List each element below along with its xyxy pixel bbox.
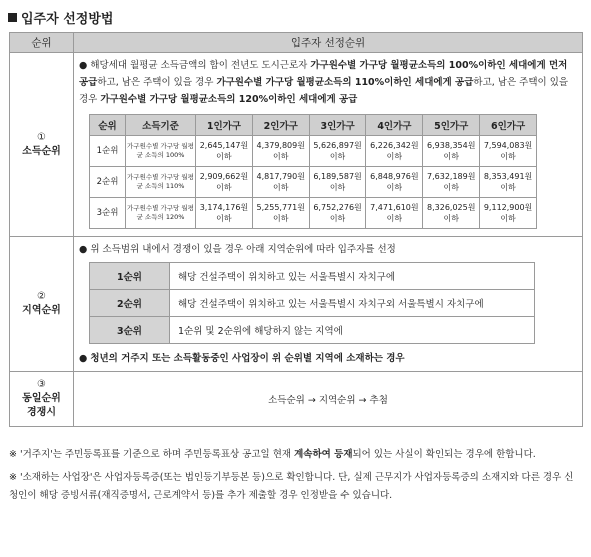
table-cell: 5,626,897원 이하 bbox=[309, 136, 366, 167]
table-cell: 7,632,189원 이하 bbox=[423, 167, 480, 198]
table-row bbox=[90, 136, 537, 167]
table-cell: 8,326,025원 이하 bbox=[423, 198, 480, 229]
region-rank-content bbox=[74, 237, 583, 372]
tie-rank-title-2: 경쟁시 bbox=[27, 407, 56, 418]
income-paragraph bbox=[75, 54, 581, 108]
region-text-cell: 1순위 및 2순위에 해당하지 않는 지역에 bbox=[170, 317, 535, 344]
row-rank: 3순위 bbox=[90, 198, 126, 229]
table-cell: 3,174,176원 이하 bbox=[196, 198, 253, 229]
tie-rank-row bbox=[10, 372, 583, 427]
region-rank-cell: 1순위 bbox=[90, 263, 170, 290]
income-text-2: 하고, 남은 주택이 있을 경우 bbox=[97, 77, 217, 88]
section-title-text: 입주자 선정방법 bbox=[21, 12, 114, 27]
table-cell: 6,226,342원 이하 bbox=[366, 136, 423, 167]
income-rank-content bbox=[74, 53, 583, 237]
table-row bbox=[90, 167, 537, 198]
footnote-residence bbox=[9, 446, 575, 464]
table-cell: 8,353,491원 이하 bbox=[480, 167, 537, 198]
income-rank-label bbox=[10, 53, 74, 237]
table-row bbox=[90, 317, 535, 344]
header-row bbox=[10, 33, 583, 53]
row-standard: 가구원수별 가구당 월평균 소득의 100% bbox=[126, 136, 196, 167]
tie-rank-order: 소득순위 → 지역순위 → 추첨 bbox=[74, 372, 583, 427]
region-rank-cell: 2순위 bbox=[90, 290, 170, 317]
table-row bbox=[90, 263, 535, 290]
region-rank-title: 지역순위 bbox=[22, 305, 61, 316]
table-row bbox=[90, 198, 537, 229]
row-rank: 2순위 bbox=[90, 167, 126, 198]
income-col-rank: 순위 bbox=[90, 115, 126, 136]
income-rank-row bbox=[10, 53, 583, 237]
region-rank-row bbox=[10, 237, 583, 372]
footnote-1-text-a: ※ '거주지'는 주민등록표를 기준으로 하며 주민등록표상 공고일 현재 bbox=[9, 449, 295, 460]
income-header-row bbox=[90, 115, 537, 136]
table-cell: 7,594,083원 이하 bbox=[480, 136, 537, 167]
row-rank: 1순위 bbox=[90, 136, 126, 167]
bullet-icon: ● bbox=[79, 353, 88, 364]
footnote-workplace: ※ '소재하는 사업장'은 사업자등록증(또는 법인등기부등본 등)으로 확인합니다. 단, 실제 근무지가 사업자등록증의 소재지와 다른 경우 신청인이 해당 증빙서류(재직증명서, 근로계약서 등)를 추가 제출할 경우 인정받을 수 있습니다. bbox=[9, 472, 574, 501]
footnotes bbox=[9, 446, 575, 510]
table-cell: 6,752,276원 이하 bbox=[309, 198, 366, 229]
income-col-6p: 6인가구 bbox=[480, 115, 537, 136]
table-row bbox=[90, 290, 535, 317]
income-bold-1: 가구원수별 가구당 월평균소득의 100%이하인 세대에게 먼저 공급 bbox=[79, 60, 568, 88]
section-title bbox=[8, 8, 113, 27]
square-bullet-icon bbox=[8, 13, 17, 22]
income-text-3: 하고, 남은 주택이 있을 경우 bbox=[79, 77, 569, 105]
income-bold-3: 가구원수별 가구당 월평균소득의 120%이하인 세대에게 공급 bbox=[100, 94, 358, 105]
region-bold-note bbox=[75, 350, 581, 370]
region-rank-table bbox=[89, 262, 535, 344]
income-col-standard: 소득기준 bbox=[126, 115, 196, 136]
table-cell: 4,817,790원 이하 bbox=[252, 167, 309, 198]
circled-number-3: ③ bbox=[37, 379, 46, 390]
income-rank-title: 소득순위 bbox=[22, 145, 61, 157]
table-cell: 2,645,147원 이하 bbox=[196, 136, 253, 167]
circled-number-2: ② bbox=[37, 291, 46, 302]
region-text-cell: 해당 건설주택이 위치하고 있는 서울특별시 자치구외 서울특별시 자치구에 bbox=[170, 290, 535, 317]
income-col-3p: 3인가구 bbox=[309, 115, 366, 136]
footnote-1-text-c: 되어 있는 사실이 확인되는 경우에 한합니다. bbox=[352, 449, 536, 460]
tie-rank-title-1: 동일순위 bbox=[22, 393, 61, 404]
table-cell: 9,112,900원 이하 bbox=[480, 198, 537, 229]
income-criteria-table bbox=[89, 114, 537, 229]
table-cell: 5,255,771원 이하 bbox=[252, 198, 309, 229]
region-rank-cell: 3순위 bbox=[90, 317, 170, 344]
table-cell: 4,379,809원 이하 bbox=[252, 136, 309, 167]
income-col-5p: 5인가구 bbox=[423, 115, 480, 136]
region-intro-text: 위 소득범위 내에서 경쟁이 있을 경우 아래 지역순위에 따라 입주자를 선정 bbox=[90, 244, 396, 255]
header-rank: 순위 bbox=[10, 33, 74, 53]
row-standard: 가구원수별 가구당 월평균 소득의 120% bbox=[126, 198, 196, 229]
table-cell: 6,938,354원 이하 bbox=[423, 136, 480, 167]
income-bold-2: 가구원수별 가구당 월평균소득의 110%이하인 세대에게 공급 bbox=[216, 77, 474, 88]
footnote-1-bold: 계속하여 등재 bbox=[294, 449, 353, 460]
selection-table bbox=[9, 32, 583, 427]
header-selection: 입주자 선정순위 bbox=[74, 33, 583, 53]
circled-number-1: ① bbox=[37, 131, 46, 143]
income-text-1: 해당세대 월평균 소득금액의 합이 전년도 도시근로자 bbox=[90, 60, 311, 71]
bullet-icon: ● bbox=[79, 244, 88, 255]
table-cell: 6,848,976원 이하 bbox=[366, 167, 423, 198]
row-standard: 가구원수별 가구당 월평균 소득의 110% bbox=[126, 167, 196, 198]
income-col-2p: 2인가구 bbox=[252, 115, 309, 136]
table-cell: 2,909,662원 이하 bbox=[196, 167, 253, 198]
region-text-cell: 해당 건설주택이 위치하고 있는 서울특별시 자치구에 bbox=[170, 263, 535, 290]
income-col-1p: 1인가구 bbox=[196, 115, 253, 136]
tie-rank-label bbox=[10, 372, 74, 427]
table-cell: 7,471,610원 이하 bbox=[366, 198, 423, 229]
income-col-4p: 4인가구 bbox=[366, 115, 423, 136]
table-cell: 6,189,587원 이하 bbox=[309, 167, 366, 198]
region-bold-note-text: 청년의 거주지 또는 소득활동중인 사업장이 위 순위별 지역에 소재하는 경우 bbox=[90, 353, 405, 364]
region-rank-label bbox=[10, 237, 74, 372]
bullet-icon: ● bbox=[79, 60, 88, 71]
region-intro bbox=[75, 238, 581, 258]
